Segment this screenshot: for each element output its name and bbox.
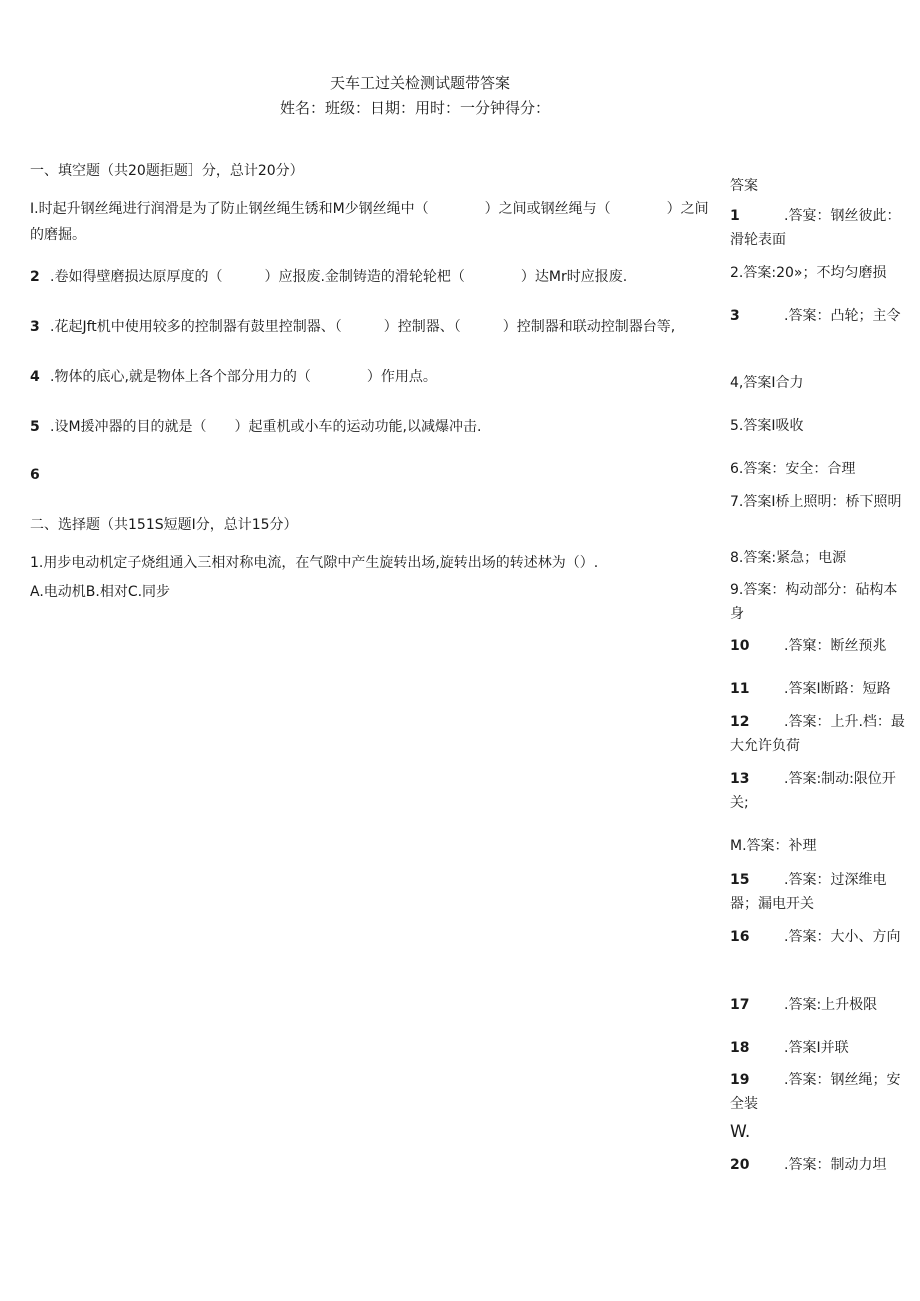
section-choice-heading: 二、选择题（共151S短题I分，总计15分） [30,517,298,533]
answer-text: .答案：凸轮；主令 [784,308,901,324]
answer-14: M.答案：补理 [730,838,817,854]
fill-question-5 [30,414,720,440]
answer-text: .答宴：钢丝彼此：滑轮表面 [730,208,901,248]
answer-text: .答案I断路：短路 [784,681,891,697]
answer-text: .答案：制动力坦 [784,1157,887,1173]
answer-9: 9.答案：构动部分：砧构本身 [730,582,898,622]
answer-number: 3 [730,308,740,324]
answer-number: 12 [730,714,750,730]
answer-19 [730,1068,910,1116]
answer-text: .答案:上升极限 [784,997,878,1013]
question-number: 6 [30,467,40,483]
answer-number: 18 [730,1040,750,1056]
answer-4: 4,答案I合力 [730,375,804,391]
fill-question-2 [30,264,720,290]
answer-19-continuation: W. [730,1122,751,1142]
answer-12 [730,710,910,758]
answer-8: 8.答案:紧急；电源 [730,550,847,566]
fill-question-4 [30,364,720,390]
answer-text: .答案：过深维电器；漏电开关 [730,872,887,912]
question-text: .物体的底心,就是物体上各个部分用力的（ ）作用点。 [50,369,437,385]
page-title: 天车工过关检测试题带答案 [329,74,510,92]
answer-number: 13 [730,771,750,787]
question-text: .花起Jft机中使用较多的控制器有鼓里控制器、（ ）控制器、（ ）控制器和联动控制器台等, [50,319,676,335]
choice-options: A.电动机B.相对C.同步 [30,584,171,600]
answer-text: .答窠：断丝预兆 [784,638,887,654]
question-number: 5 [30,419,40,435]
answer-number: 10 [730,638,750,654]
answer-10 [730,634,910,658]
answers-heading: 答案 [730,178,758,194]
answer-18 [730,1036,910,1060]
answer-17 [730,993,910,1017]
answer-1 [730,204,910,252]
answer-13 [730,767,910,815]
question-text: .设M援冲器的目的就是（ ）起重机或小车的运动功能,以减爆冲击. [50,419,482,435]
answer-3 [730,304,910,328]
answer-number: 1 [730,208,740,224]
question-number: 4 [30,369,40,385]
fill-question-1: I.时起升钢丝绳进行润滑是为了防止钢丝绳生锈和M少钢丝绳中（ ）之间或钢丝绳与（ ）之间的磨掘。 [30,201,709,243]
answer-number: 17 [730,997,750,1013]
question-text: .卷如得壁磨损达原厚度的（ ）应报废.金制铸造的滑轮轮杷（ ）达Mr时应报废. [50,269,628,285]
fill-question-3 [30,314,720,340]
answer-20 [730,1153,910,1177]
section-fill-in-heading: 一、填空题（共20题拒题］分，总计20分） [30,163,304,179]
answer-text: .答案I并联 [784,1040,849,1056]
answer-text: .答案:制动:限位开关; [730,771,896,811]
answer-number: 11 [730,681,750,697]
answer-number: 19 [730,1072,750,1088]
answer-11 [730,677,910,701]
answer-text: .答案：大小、方向 [784,929,901,945]
answer-7: 7.答案I桥上照明：桥下照明 [730,494,902,510]
answer-2: 2.答案:20»；不均匀磨损 [730,265,887,281]
answer-number: 15 [730,872,750,888]
choice-question-1: 1.用步电动机定子烧组通入三相对称电流，在气隙中产生旋转出场,旋转出场的转述林为（）. [30,555,599,571]
student-info-line: 姓名：班级：日期：用时：一分钟得分： [279,99,550,117]
question-number: 2 [30,269,40,285]
answer-5: 5.答案I吸收 [730,418,804,434]
answer-number: 20 [730,1157,750,1173]
answer-15 [730,868,910,916]
answer-16 [730,925,910,949]
answer-number: 16 [730,929,750,945]
fill-question-6 [30,462,720,488]
answer-6: 6.答案：安全：合理 [730,461,856,477]
answer-text: .答案：钢丝绳；安全装 [730,1072,901,1112]
question-number: 3 [30,319,40,335]
answer-text: .答案：上升.档：最大允许负荷 [730,714,905,754]
